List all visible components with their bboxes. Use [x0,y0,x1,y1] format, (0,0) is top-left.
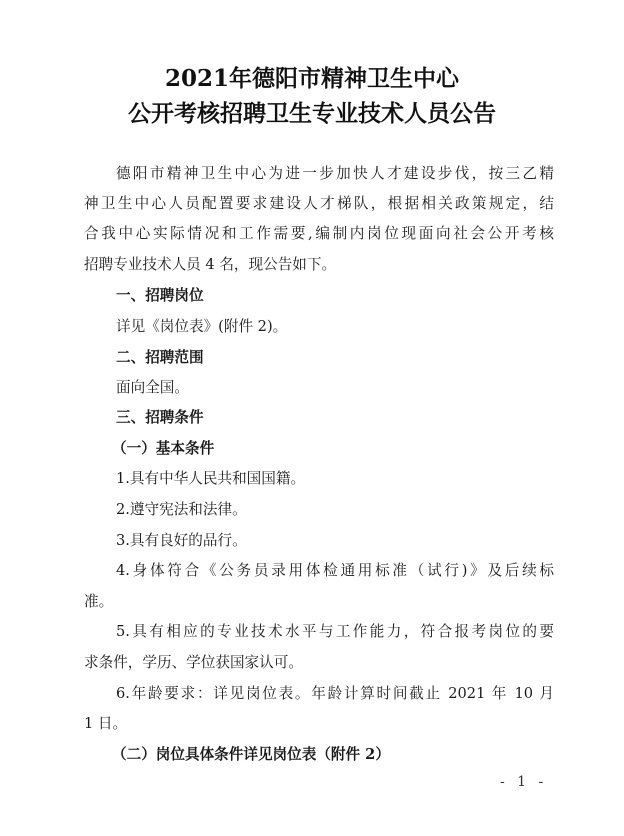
intro-paragraph-line: 神卫生中心人员配置要求建设人才梯队，根据相关政策规定，结 [84,195,554,212]
page-number: - 1 - [500,774,548,790]
section-heading-conditions: 三、招聘条件 [116,409,204,426]
condition-item-4: 4.身体符合《公务员录用体检通用标准（试行)》及后续标 [116,562,554,579]
condition-item-1: 1.具有中华人民共和国国籍。 [116,470,306,487]
intro-paragraph-line: 德阳市精神卫生中心为进一步加快人才建设步伐，按三乙精 [116,165,554,182]
section-heading-scope: 二、招聘范围 [116,349,204,366]
condition-item-5: 5.具有相应的专业技术水平与工作能力，符合报考岗位的要 [116,623,554,640]
condition-item-4-continued: 准。 [84,593,114,610]
section-heading-positions: 一、招聘岗位 [116,287,204,304]
section-text-scope: 面向全国。 [116,379,189,396]
section-text-positions: 详见《岗位表》(附件 2)。 [116,318,288,335]
intro-paragraph-line: 合我中心实际情况和工作需要,编制内岗位现面向社会公开考核 [84,225,554,242]
condition-item-6-continued: 1 日。 [84,715,128,732]
condition-item-2: 2.遵守宪法和法律。 [116,501,247,518]
document-title-line-2: 公开考核招聘卫生专业技术人员公告 [128,100,496,127]
intro-paragraph-line: 招聘专业技术人员 4 名，现公告如下。 [84,256,337,273]
condition-item-3: 3.具有良好的品行。 [116,532,247,549]
condition-item-6: 6.年龄要求：详见岗位表。年龄计算时间截止 2021 年 10 月 [116,685,554,702]
subsection-heading-specific: （二）岗位具体条件详见岗位表（附件 2） [112,746,390,763]
condition-item-5-continued: 求条件，学历、学位获国家认可。 [84,654,303,671]
subsection-heading-basic: （一）基本条件 [112,440,215,457]
document-title-line-1: 2021年德阳市精神卫生中心 [164,65,459,92]
